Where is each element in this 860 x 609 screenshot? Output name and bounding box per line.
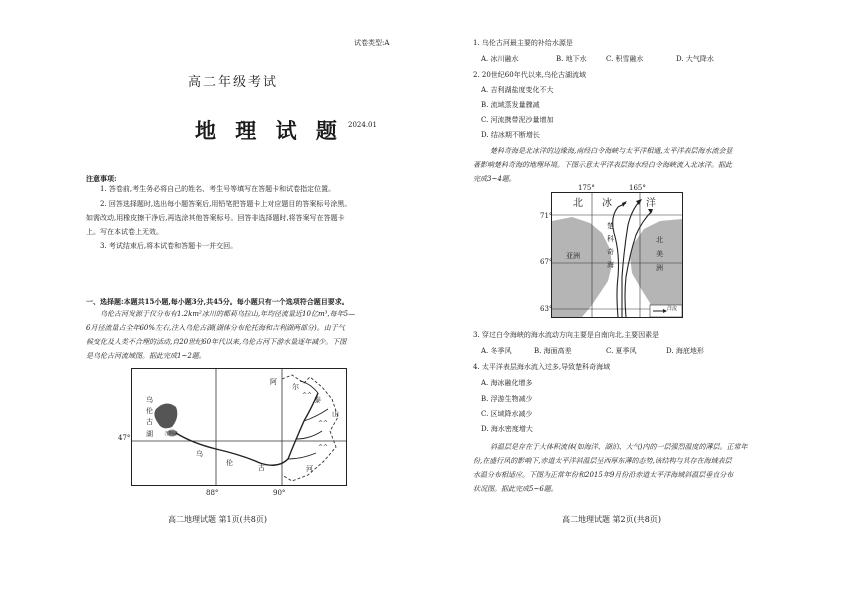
q2-option-d: D. 结冰期不断增长: [481, 131, 540, 139]
ocean-char-3: 洋: [646, 198, 656, 209]
page2-footer: 高二地理试题 第2页(共8页): [562, 515, 661, 524]
sea-char-1: 楚: [607, 222, 614, 230]
intro-line-1: 乌伦古河发源于仅分布有1.2km²冰川的都莉乌拉山,年均径流量近10亿m³,每年5—: [100, 310, 356, 318]
lat-67-label: 67°: [540, 258, 553, 266]
q1-option-c: C. 积雪融水: [606, 55, 644, 63]
jili-lake-label: 吉利湖: [164, 432, 178, 437]
lon-165-label: 165°: [629, 184, 646, 192]
q3-option-a: A. 冬季风: [481, 347, 512, 355]
mountain-char-4: 山: [332, 410, 339, 418]
asia-label: 亚洲: [566, 252, 580, 260]
lake-char-2: 伦: [146, 407, 153, 415]
passage2-line-1: 楚科奇海是北冰洋的边缘海,南经白令海峡与太平洋相通,太平洋表层海水流会显: [490, 147, 733, 155]
note-line-2: 2. 回答选择题时,选出每小题答案后,用铅笔把答题卡上对应题目的答案标号涂黑。: [100, 200, 352, 208]
wulungu-river-map: [131, 368, 347, 486]
mountain-char-1: 阿: [270, 378, 277, 386]
lat-71-label: 71°: [540, 212, 553, 220]
page1-footer: 高二地理试题 第1页(共8页): [168, 515, 267, 524]
note-line-1: 1. 答卷前,考生务必将自己的姓名、考生号等填写在答题卡和试卷指定位置。: [100, 185, 336, 193]
river-char-4: 河: [306, 465, 313, 473]
river-char-3: 古: [258, 464, 265, 472]
lon-88-label: 88°: [206, 489, 219, 497]
lake-char-4: 湖: [146, 430, 153, 438]
ocean-char-1: 北: [573, 198, 583, 209]
q1-option-d: D. 大气降水: [676, 55, 714, 63]
q4-option-c: C. 区域降水减少: [481, 410, 533, 418]
tributary-2: [296, 431, 322, 439]
ocean-char-2: 冰: [602, 198, 612, 209]
mountain-char-2: 尔: [292, 383, 299, 391]
lat-47-label: 47°: [118, 434, 131, 442]
q2-option-a: A. 吉利湖盐度变化不大: [481, 86, 554, 94]
subject-title: 地 理 试 题: [195, 118, 343, 143]
q2-option-b: B. 流域蒸发量骤减: [481, 101, 540, 109]
notes-title: 注意事项:: [86, 174, 117, 183]
mountain-char-3: 泰: [314, 396, 321, 404]
sea-char-4: 海: [607, 261, 614, 269]
passage3-line-1: 斜温层是存在于大体积流体(如海洋、湖泊、大气)内的一层强烈温度的薄层。正常年: [490, 443, 748, 451]
lake-char-1: 乌: [146, 396, 153, 404]
note-line-5: 3. 考试结束后,将本试卷和答题卡一并交回。: [100, 242, 238, 250]
passage2-line-3: 完成3~4题。: [473, 175, 516, 183]
q2-option-c: C. 河流携带泥沙量增加: [481, 116, 554, 124]
mountain-symbol-2: ^^: [318, 420, 329, 427]
q3-option-c: C. 夏季风: [606, 347, 637, 355]
passage2-line-2: 著影响楚科奇海的地理环境。下图示意太平洋表层海水经白令海峡流入北冰洋。据此: [473, 161, 732, 169]
q1-option-a: A. 冰川融水: [481, 55, 519, 63]
river-char-2: 伦: [226, 459, 233, 467]
section1-heading: 一、选择题:本题共15小题,每小题3分,共45分。每小题只有一个选项符合题目要求。: [86, 297, 349, 306]
mountain-symbol-3: ^^: [318, 444, 329, 451]
intro-line-3: 候变化及人类不合理的活动,自20世纪60年代以来,乌伦古河下游水量逐年减少。下图: [86, 338, 347, 346]
grade-exam-title: 高二年级考试: [188, 75, 279, 90]
q2-stem: 2. 20世纪60年代以来,乌伦古湖流域: [473, 71, 586, 79]
paper-type-label: 试卷类型:A: [354, 39, 390, 47]
sea-char-3: 奇: [607, 248, 614, 256]
na-char-2: 美: [656, 250, 663, 258]
q1-stem: 1. 乌伦古河最主要的补给水源是: [473, 39, 573, 47]
lake-char-3: 古: [146, 418, 153, 426]
q4-option-a: A. 海冰融化增多: [481, 379, 533, 387]
exam-date: 2024.01: [348, 121, 377, 129]
q4-option-d: D. 海水密度增大: [481, 425, 533, 433]
passage3-line-2: 份,在盛行风的影响下,赤道太平洋斜温层呈西厚东薄的态势,该结构与其存在海域表层: [473, 457, 732, 465]
lon-90-label: 90°: [273, 489, 286, 497]
legend-label: 洋流: [667, 306, 678, 312]
q4-stem: 4. 太平洋表层海水流入过多,导致楚科奇海域: [473, 363, 611, 371]
q1-option-b: B. 地下水: [556, 55, 587, 63]
intro-line-2: 6月径流量占全年60%左右,注入乌伦古湖(湖体分布伦托海和吉利湖两部分)。由于气: [86, 324, 345, 332]
passage3-line-4: 状况图。据此完成5~6题。: [473, 485, 558, 493]
note-line-4: 上。写在本试卷上无效。: [86, 228, 163, 236]
q3-stem: 3. 穿过白令海峡的海水流动方向主要是自南向北,主要因素是: [473, 331, 660, 339]
river-char-1: 乌: [196, 450, 203, 458]
q3-option-b: B. 海面高差: [534, 347, 572, 355]
q4-option-b: B. 浮游生物减少: [481, 395, 533, 403]
passage3-line-3: 水温分布相适应。下图为正常年份和2015年9月份沿赤道太平洋海域斜温层垂直分布: [473, 471, 734, 479]
mountain-symbol-1: ^^: [302, 392, 313, 399]
wulungu-lake-shape: [154, 403, 177, 428]
tributary-3: [288, 453, 316, 459]
lat-63-label: 63°: [540, 305, 553, 313]
note-line-3: 如需改动,用橡皮擦干净后,再选涂其他答案标号。回答非选择题时,将答案写在答题卡: [86, 214, 345, 222]
na-char-1: 北: [656, 236, 663, 244]
intro-line-4: 是乌伦古河流域图。据此完成1~2题。: [86, 352, 206, 360]
sea-char-2: 科: [607, 235, 614, 243]
q3-option-d: D. 海底地形: [666, 347, 704, 355]
lon-175-label: 175°: [578, 184, 595, 192]
na-char-3: 洲: [656, 264, 663, 272]
